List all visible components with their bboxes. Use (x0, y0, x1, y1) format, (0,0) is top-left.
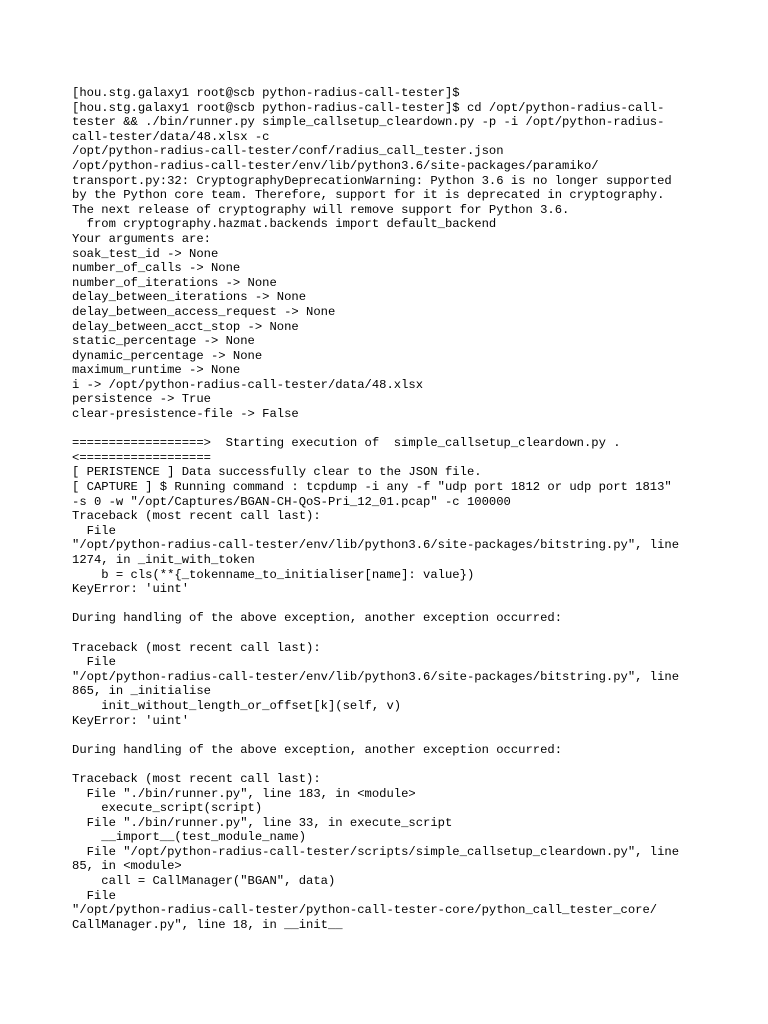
terminal-line: [ CAPTURE ] $ Running command : tcpdump -i any -f "udp port 1812 or udp port 1813" (72, 480, 672, 495)
terminal-line: number_of_calls -> None (72, 261, 241, 276)
terminal-line: soak_test_id -> None (72, 246, 219, 261)
terminal-line: [ PERISTENCE ] Data successfully clear to the JSON file. (72, 465, 482, 480)
terminal-line: 1274, in _init_with_token (72, 553, 255, 567)
terminal-line: delay_between_acct_stop -> None (72, 319, 299, 334)
terminal-line: <================== (72, 450, 211, 465)
terminal-line: File (72, 888, 116, 903)
terminal-line: delay_between_access_request -> None (72, 304, 336, 319)
terminal-output (72, 86, 732, 932)
terminal-line: clear-presistence-file -> False (72, 407, 299, 422)
terminal-line: number_of_iterations -> None (72, 275, 277, 290)
terminal-line: During handling of the above exception, another exception occurred: (72, 611, 563, 626)
terminal-line: "/opt/python-radius-call-tester/env/lib/python3.6/site-packages/bitstring.py", line (72, 538, 680, 553)
terminal-line: Traceback (most recent call last): (72, 640, 321, 655)
terminal-line: init_without_length_or_offset[k](self, v) (72, 698, 402, 713)
terminal-line: -s 0 -w "/opt/Captures/BGAN-CH-QoS-Pri_12_01.pcap" -c 100000 (72, 494, 511, 509)
terminal-line: delay_between_iterations -> None (72, 290, 307, 305)
terminal-line: tester && ./bin/runner.py simple_callsetup_cleardown.py -p -i /opt/python-radius- (72, 115, 665, 130)
terminal-line: CallManager.py", line 18, in __init__ (72, 917, 343, 932)
terminal-line: "/opt/python-radius-call-tester/env/lib/python3.6/site-packages/bitstring.py", line (72, 669, 680, 684)
terminal-line: KeyError: 'uint' (72, 582, 190, 597)
terminal-line: Your arguments are: (72, 231, 211, 246)
terminal-line: /opt/python-radius-call-tester/conf/radius_call_tester.json (72, 144, 504, 159)
terminal-line: execute_script(script) (72, 801, 263, 816)
terminal-line: File "./bin/runner.py", line 33, in execute_script (72, 815, 453, 830)
terminal-line: persistence -> True (72, 392, 211, 407)
terminal-line: [hou.stg.galaxy1 root@scb python-radius-call-tester]$ (72, 86, 460, 100)
terminal-line: by the Python core team. Therefore, support for it is deprecated in cryptography. (72, 188, 665, 203)
terminal-line: The next release of cryptography will remove support for Python 3.6. (72, 202, 570, 217)
terminal-line (72, 626, 732, 641)
terminal-line: call = CallManager("BGAN", data) (72, 874, 336, 889)
terminal-line: __import__(test_module_name) (72, 830, 307, 845)
terminal-line (72, 757, 732, 772)
terminal-line: "/opt/python-radius-call-tester/python-call-tester-core/python_call_tester_core/ (72, 903, 658, 918)
terminal-line: File (72, 523, 116, 538)
terminal-line: b = cls(**{_tokenname_to_initialiser[name]: value}) (72, 567, 475, 582)
terminal-line: 85, in <module> (72, 859, 182, 874)
terminal-line: During handling of the above exception, another exception occurred: (72, 742, 563, 757)
terminal-line: Traceback (most recent call last): (72, 509, 321, 524)
terminal-line: from cryptography.hazmat.backends import default_backend (72, 217, 497, 232)
terminal-line: File (72, 655, 116, 670)
terminal-line: File "./bin/runner.py", line 183, in <module> (72, 786, 416, 801)
terminal-line: transport.py:32: CryptographyDeprecationWarning: Python 3.6 is no longer supported (72, 173, 672, 188)
terminal-line: ==================> Starting execution of simple_callsetup_cleardown.py . (72, 436, 621, 451)
terminal-line: call-tester/data/48.xlsx -c (72, 129, 270, 144)
terminal-line: dynamic_percentage -> None (72, 348, 263, 363)
terminal-line: 865, in _initialise (72, 684, 211, 699)
terminal-line (72, 597, 732, 612)
terminal-line (72, 728, 732, 743)
terminal-line: [hou.stg.galaxy1 root@scb python-radius-call-tester]$ cd /opt/python-radius-call- (72, 100, 665, 115)
terminal-line: i -> /opt/python-radius-call-tester/data/48.xlsx (72, 377, 424, 392)
terminal-line: Traceback (most recent call last): (72, 771, 321, 786)
terminal-line: static_percentage -> None (72, 334, 255, 349)
terminal-line: /opt/python-radius-call-tester/env/lib/python3.6/site-packages/paramiko/ (72, 158, 599, 173)
terminal-line: maximum_runtime -> None (72, 363, 241, 378)
terminal-line (72, 422, 732, 437)
terminal-line: File "/opt/python-radius-call-tester/scripts/simple_callsetup_cleardown.py", line (72, 844, 680, 859)
terminal-line: KeyError: 'uint' (72, 713, 190, 728)
